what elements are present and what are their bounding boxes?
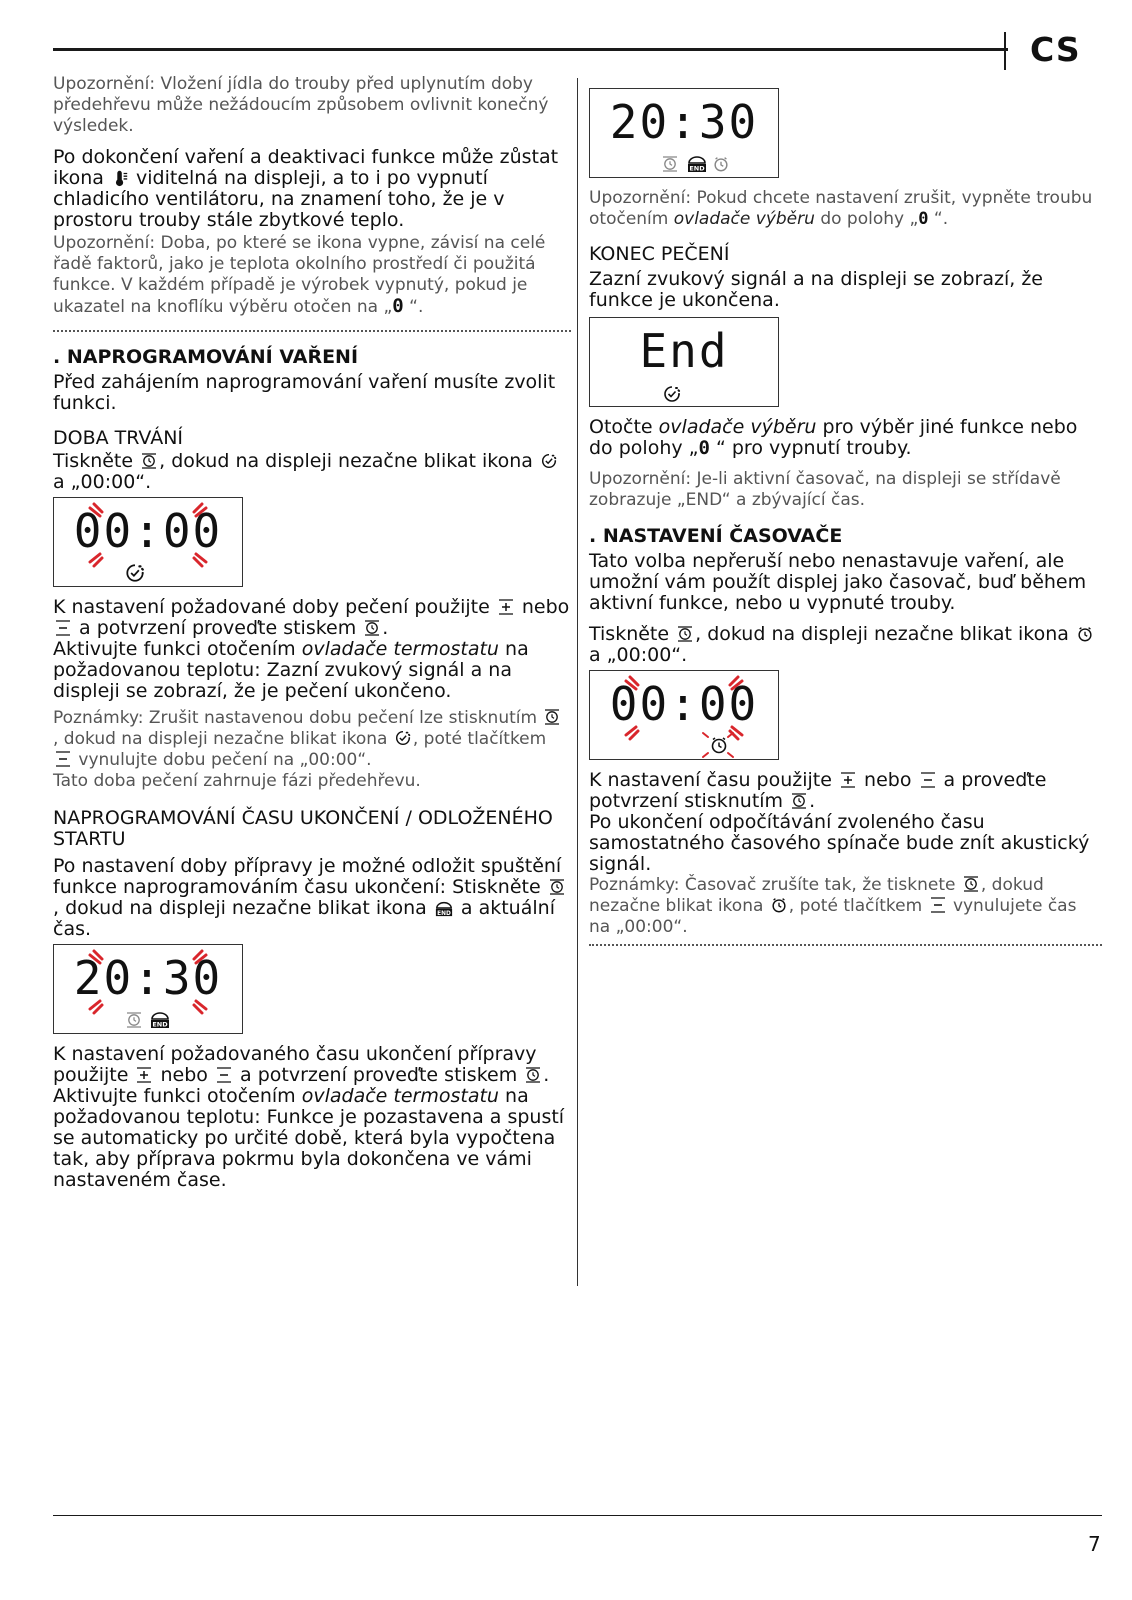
display-end-2030 — [53, 944, 243, 1034]
clock-button-icon — [523, 1066, 543, 1084]
icon-off-note: Upozornění: Doba, po které se ikona vypne, závisí na celé řadě faktorů, jako je teplota okolního prostředí či použitá funkce. V každém případě je výrobek vypnutý, pokud je ukazatel na knoflíku výběru otočen na „0 “. — [53, 233, 546, 317]
residual-heat-paragraph: Po dokončení vaření a deaktivaci funkce může zůstat ikona viditelná na displeji, a to i po vypnutí chladicího ventilátoru, na znamení toho, že je v prostoru trouby stále zbytkové teplo. — [53, 146, 559, 231]
display-digits: 20:30 — [73, 951, 223, 1005]
residual-heat-icon — [110, 169, 130, 187]
programming-intro: Před zahájením naprogramování vaření musíte zvolit funkci. — [53, 371, 556, 414]
duration-icon — [393, 729, 413, 747]
display-timer-0000 — [589, 670, 779, 760]
countdown-end-text: Po ukončení odpočítávání zvoleného času samostatného časového spínače bude znít akustický signál. — [589, 811, 1090, 875]
display-digits: 00:00 — [73, 504, 223, 558]
clock-button-icon — [139, 452, 159, 470]
plus-button-icon — [134, 1066, 154, 1084]
duration-heading: DOBA TRVÁNÍ — [53, 427, 184, 449]
footer-rule — [53, 1515, 1102, 1516]
display-digits: 20:30 — [609, 95, 759, 149]
minus-button-icon — [53, 750, 73, 768]
plus-button-icon — [496, 598, 516, 616]
minus-button-icon — [214, 1066, 234, 1084]
cancel-warning: Upozornění: Pokud chcete nastavení zrušit, vypněte troubu otočením ovladače výběru do polohy „0 “. — [589, 188, 1093, 229]
dotted-separator — [53, 330, 571, 332]
activate-paragraph-1: Aktivujte funkci otočením ovladače termostatu na požadovanou teplotu: Zazní zvukový signál a na displeji se zobrazí, že je pečení ukončeno. — [53, 638, 529, 702]
clock-button-icon — [675, 625, 695, 643]
display-digits: 00:00 — [609, 677, 759, 731]
minus-button-icon — [918, 771, 938, 789]
timer-intro: Tato volba nepřeruší nebo nenastavuje vaření, ale umožní vám použít displej jako časovač, buď během aktivní funkce, nebo u vypnuté trouby. — [589, 550, 1087, 614]
duration-icon — [539, 452, 559, 470]
section-heading-programming: . NAPROGRAMOVÁNÍ VAŘENÍ — [53, 346, 359, 368]
plus-button-icon — [838, 771, 858, 789]
duration-instruction: Tiskněte , dokud na displeji nezačne blikat ikona a „00:00“. — [53, 451, 571, 493]
page-number: 7 — [1088, 1532, 1101, 1556]
clock-button-icon — [362, 619, 382, 637]
display-end — [589, 317, 779, 407]
clock-button-icon — [547, 878, 567, 896]
clock-button-icon — [789, 792, 809, 810]
display-duration-0000 — [53, 497, 243, 587]
display-digits: End — [639, 324, 729, 378]
timer-icon — [1075, 625, 1095, 643]
left-column — [53, 74, 571, 1197]
cooking-end-text: Zazní zvukový signál a na displeji se zobrazí, že funkce je ukončena. — [589, 268, 1043, 311]
end-time-instruction: Po nastavení doby přípravy je možné odložit spuštění funkce naprogramováním času ukončení: Stiskněte , dokud na displeji nezačne blikat ikona a aktuální čas. — [53, 856, 571, 940]
duration-note: Poznámky: Zrušit nastavenou dobu pečení lze stisknutím , dokud na displeji nezačne blikat ikona , poté tlačítkem vynulujte dobu pečení na „00:00“. Tato doba pečení zahrnuje fázi předehřevu. — [53, 708, 571, 792]
cooking-end-heading: KONEC PEČENÍ — [589, 243, 730, 265]
end-time-icon — [433, 899, 455, 917]
clock-button-icon — [961, 875, 981, 893]
minus-button-icon — [928, 896, 948, 914]
dotted-separator — [589, 944, 1102, 946]
language-code: CS — [1030, 30, 1081, 69]
section-heading-timer: . NASTAVENÍ ČASOVAČE — [589, 525, 843, 547]
timer-cancel-note: Poznámky: Časovač zrušíte tak, že tisknete , dokud nezačne blikat ikona , poté tlačítkem vynulujete čas na „00:00“. — [589, 875, 1077, 937]
display-time-2030 — [589, 88, 779, 178]
clock-button-icon — [542, 708, 562, 726]
timer-icon — [769, 896, 789, 914]
header-tick — [1004, 32, 1006, 70]
timer-set-instruction: K nastavení času použijte nebo a proveďte potvrzení stisknutím . — [589, 769, 1047, 812]
timer-active-warning: Upozornění: Je-li aktivní časovač, na displeji se střídavě zobrazuje „END“ a zbývající čas. — [589, 469, 1061, 510]
header-rule — [53, 48, 1008, 51]
turn-selector-text: Otočte ovladače výběru pro výběr jiné funkce nebo do polohy „0 “ pro vypnutí trouby. — [589, 416, 1078, 459]
minus-button-icon — [53, 619, 73, 637]
activate-paragraph-2: Aktivujte funkci otočením ovladače termostatu na požadovanou teplotu: Funkce je pozastavena a spustí se automaticky po určité době, která byla vypočtena tak, aby příprava pokrmu byla dokončena ve vámi nastaveném čase. — [53, 1085, 565, 1191]
end-time-heading: NAPROGRAMOVÁNÍ ČASU UKONČENÍ / ODLOŽENÉHO STARTU — [53, 807, 553, 850]
column-divider — [577, 78, 578, 1286]
preheat-warning: Upozornění: Vložení jídla do trouby před uplynutím doby předehřevu může nežádoucím způsobem ovlivnit konečný výsledek. — [53, 74, 549, 136]
end-time-set-instruction: K nastavení požadovaného času ukončení přípravy použijte nebo a potvrzení proveďte stiskem . — [53, 1043, 550, 1086]
duration-set-instruction: K nastavení požadované doby pečení použijte nebo a potvrzení proveďte stiskem . — [53, 596, 570, 639]
right-column — [589, 88, 1102, 960]
timer-instruction: Tiskněte , dokud na displeji nezačne blikat ikona a „00:00“. — [589, 624, 1102, 666]
